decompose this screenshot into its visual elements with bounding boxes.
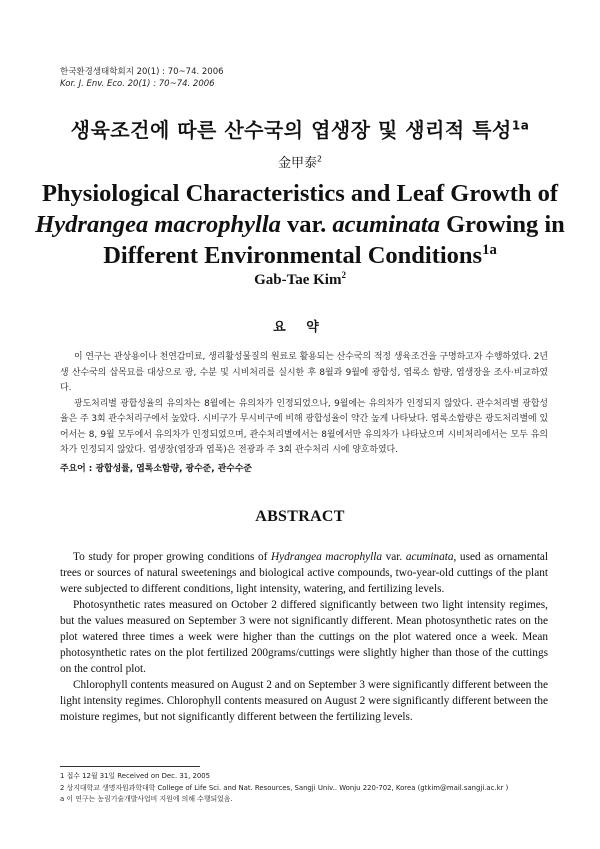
author-english bbox=[0, 272, 600, 289]
title-english-line2-rest: Growing in bbox=[439, 211, 565, 238]
p1-text-a: To study for proper growing conditions of bbox=[73, 551, 271, 563]
english-abstract bbox=[60, 549, 548, 725]
keywords: 주요어 : 광합성률, 엽록소함량, 광수준, 관수수준 bbox=[60, 464, 253, 474]
journal-citation bbox=[60, 66, 224, 90]
title-korean bbox=[0, 114, 600, 143]
title-english-line2 bbox=[20, 209, 580, 240]
korean-abstract-paragraph: 광도처리별 광합성율의 유의차는 8월에는 유의차가 인정되었으나, 9월에는 유의차가 인정되지 않았다. 관수처리별 광합성율은 주 3회 관수처리구에서 높았다. 시비구가 무시비구에 비해 광합성율이 약간 높게 나타났다. 엽록소함량은 광도처리별에 있어서는 8, 9월 모두에서 유의차가 인정되었으며, 관수처리별에서는 8월에서만 유의차가 나타났으며 시비처리에서는 모두 유의차가 인정되지 않았다. 엽생장(엽장과 엽폭)은 전광과 주 3회 관수처리 시에 양호하였다. bbox=[60, 398, 549, 455]
journal-citation-kr: 한국환경생태학회지 20(1) : 70~74. 2006 bbox=[60, 67, 224, 77]
title-english-line3 bbox=[20, 240, 580, 271]
p1-species-name: Hydrangea macrophylla bbox=[270, 551, 383, 563]
english-abstract-paragraph-3: Chlorophyll contents measured on August 2 and on September 3 were significantly different between the light intensity regimes. Chlorophyll contents measured on August 2 were significantly different between the moisture regimes, but not significantly different between the fertilizing levels. bbox=[60, 679, 548, 723]
footnote-received: 1 접수 12월 31일 Received on Dec. 31, 2005 bbox=[60, 772, 211, 780]
title-english bbox=[20, 178, 580, 271]
footnote-divider bbox=[60, 766, 200, 767]
footnote-funding: a 이 연구는 농림기술개발사업비 지원에 의해 수행되었음. bbox=[60, 795, 233, 803]
korean-abstract-paragraph: 이 연구는 관상용이나 천연감미료, 생리활성물질의 원료로 활용되는 산수국의 적정 생육조건을 구명하고자 수행하였다. 2년생 산수국의 삽목묘를 대상으로 광, 수분 및 시비처리를 실시한 후 8월과 9월에 광합성, 엽록소 함량, 엽생장을 조사·비교하였다. bbox=[60, 352, 548, 393]
english-abstract-paragraph-1 bbox=[60, 549, 548, 597]
var-text: var. bbox=[280, 211, 333, 238]
english-abstract-paragraph-2: Photosynthetic rates measured on October 2 differed significantly between two light intensity regimes, but the values measured on September 3 were not significantly different. Mean photosynthetic rates on the plot watered three times a week were higher than the cuttings on the plot watered once a week. Mean photosynthetic rates on the plot fertilized 200grams/cuttings were slightly higher than those of the cuttings on the control plot. bbox=[60, 599, 548, 675]
journal-citation-en: Kor. J. Env. Eco. 20(1) : 70~74. 2006 bbox=[60, 79, 215, 89]
abstract-heading: ABSTRACT bbox=[255, 508, 345, 525]
author-korean bbox=[0, 152, 600, 171]
p1-variety-name: acuminata bbox=[405, 551, 454, 563]
korean-abstract-heading: 요 약 bbox=[273, 320, 327, 335]
title-english-line3-text: Different Environmental Conditions bbox=[103, 242, 483, 269]
korean-abstract bbox=[60, 350, 548, 459]
title-korean-text: 생육조건에 따른 산수국의 엽생장 및 생리적 특성 bbox=[70, 118, 512, 142]
footnotes bbox=[60, 771, 560, 806]
author-korean-name: 金甲泰 bbox=[278, 156, 318, 171]
footnote-affiliation: 2 상지대학교 생명자원과학대학 College of Life Sci. and Nat. Resources, Sangji Univ.. Wonju 220-702, Korea (gtkim@mail.sangji.ac.kr ) bbox=[60, 783, 509, 792]
title-english-line1: Physiological Characteristics and Leaf Growth of bbox=[41, 180, 559, 207]
title-korean-footnote-mark: 1a bbox=[511, 118, 530, 133]
title-english-footnote-mark: 1a bbox=[482, 241, 497, 258]
author-korean-footnote-mark: 2 bbox=[317, 154, 322, 164]
author-english-name: Gab-Tae Kim bbox=[254, 272, 342, 288]
variety-name: acuminata bbox=[332, 211, 440, 238]
p1-var-text: var. bbox=[382, 551, 406, 563]
author-english-footnote-mark: 2 bbox=[341, 270, 346, 280]
species-name: Hydrangea macrophylla bbox=[35, 211, 281, 238]
p1-text-c: , used as ornamental trees or sources of natural sweetenings and biological active compounds, two-year-old cuttings of the plant were subjected to different conditions, light intensity, watering, and fertilizing levels. bbox=[60, 551, 548, 595]
